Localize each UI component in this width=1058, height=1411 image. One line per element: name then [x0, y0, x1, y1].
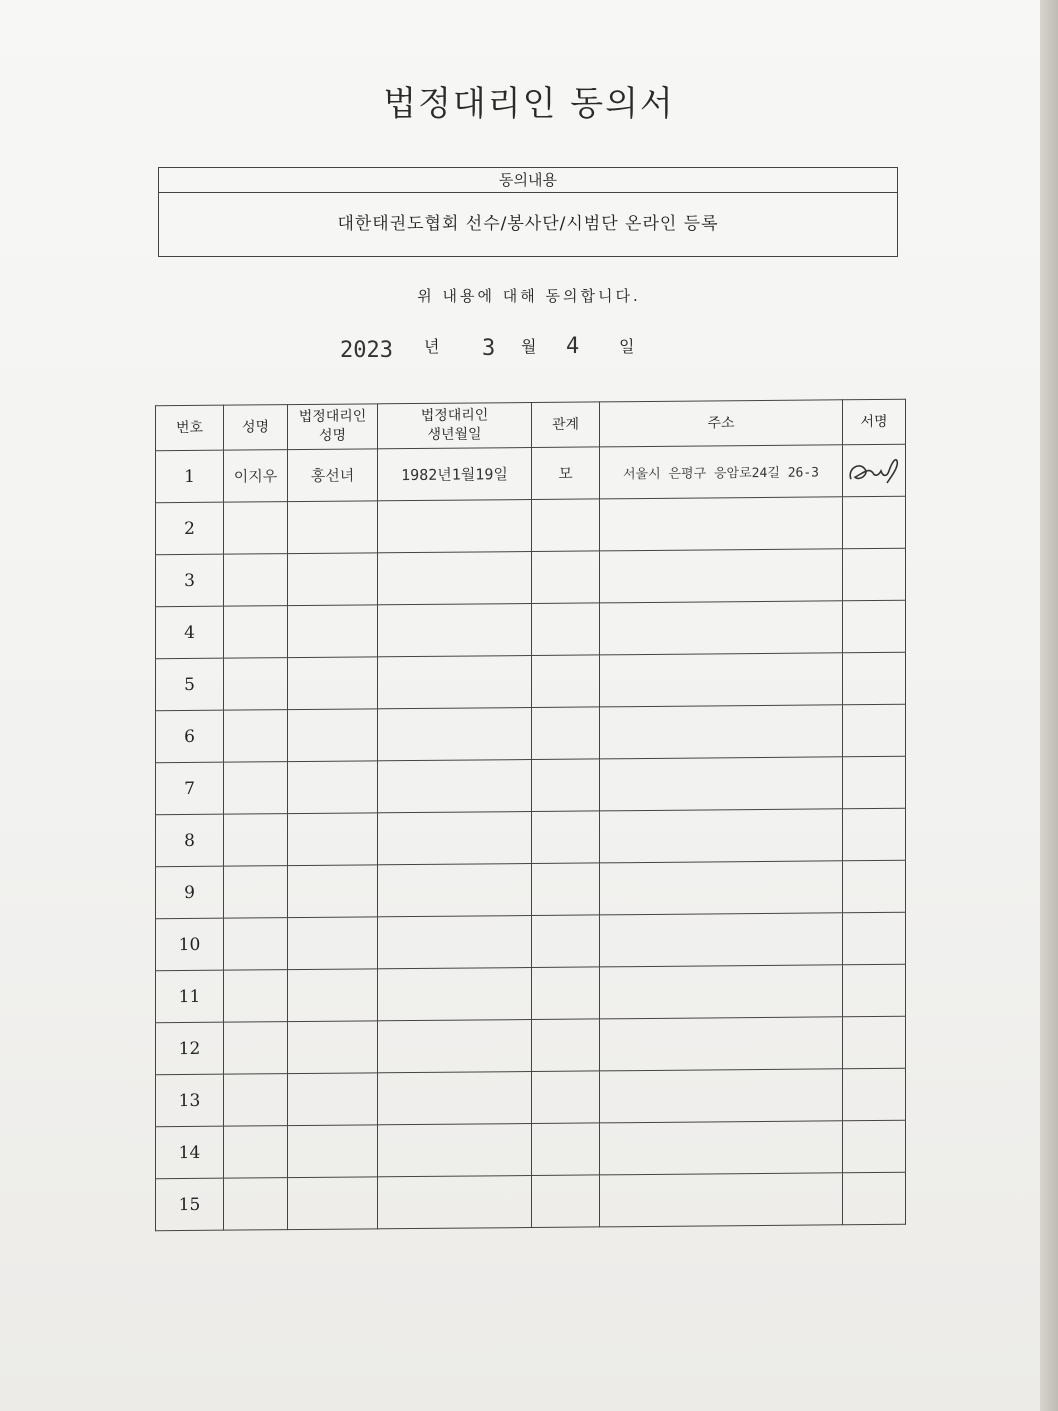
- row-address: [600, 1121, 843, 1175]
- row-relation: [532, 863, 600, 916]
- row-guardian-birth: 1982년1월19일: [378, 447, 532, 500]
- row-no: 8: [156, 814, 224, 867]
- row-guardian-name: [288, 1125, 378, 1178]
- row-name: [224, 1178, 288, 1231]
- row-no: 15: [156, 1178, 224, 1231]
- row-relation: [532, 1019, 600, 1072]
- row-guardian-birth: [378, 863, 532, 916]
- row-relation: [532, 655, 600, 708]
- consent-header: 동의내용: [159, 168, 897, 193]
- date-year-unit: 년: [424, 337, 440, 356]
- row-signature: [843, 1068, 906, 1121]
- row-name: [224, 502, 288, 555]
- row-guardian-birth: [378, 759, 532, 812]
- row-relation: [532, 707, 600, 760]
- row-no: 9: [156, 866, 224, 919]
- date-day: 4: [566, 334, 580, 359]
- row-no: 4: [156, 606, 224, 659]
- row-signature: [843, 808, 906, 861]
- date-year: 2023: [340, 338, 393, 363]
- row-name: [224, 1126, 288, 1179]
- document-title: 법정대리인 동의서: [383, 84, 675, 124]
- header-signature: 서명: [843, 399, 906, 445]
- row-guardian-birth: [378, 967, 532, 1020]
- row-relation: [532, 1123, 600, 1176]
- row-address: [600, 705, 843, 759]
- row-no: 6: [156, 710, 224, 763]
- row-address: [600, 1017, 843, 1071]
- table-header-row: [156, 399, 906, 451]
- row-signature: [843, 444, 906, 497]
- row-no: 10: [156, 918, 224, 971]
- header-guardian-name-line1: 법정대리인: [298, 408, 367, 426]
- row-no: 5: [156, 658, 224, 711]
- row-name: [224, 866, 288, 919]
- row-no: 12: [156, 1022, 224, 1075]
- row-relation: [532, 1175, 600, 1228]
- row-name: [224, 606, 288, 659]
- consent-box: [158, 167, 898, 257]
- row-signature: [843, 1016, 906, 1069]
- row-guardian-name: [288, 813, 378, 866]
- row-no: 1: [156, 450, 224, 503]
- row-guardian-name: [288, 865, 378, 918]
- row-name: [224, 918, 288, 971]
- table-row: [156, 1016, 906, 1075]
- header-guardian-birth-line2: 생년월일: [427, 426, 482, 443]
- row-name: [224, 814, 288, 867]
- row-address: [600, 497, 843, 551]
- row-name: [224, 970, 288, 1023]
- table-row: [156, 652, 906, 711]
- row-no: 13: [156, 1074, 224, 1127]
- row-address: [600, 861, 843, 915]
- header-guardian-name: [288, 404, 378, 450]
- row-relation: [532, 759, 600, 812]
- row-relation: [532, 811, 600, 864]
- row-relation: [532, 1071, 600, 1124]
- table-row: [156, 444, 906, 503]
- header-address: 주소: [600, 400, 843, 447]
- row-address: [600, 809, 843, 863]
- row-relation: 모: [532, 447, 600, 500]
- row-guardian-birth: [378, 1071, 532, 1124]
- table-row: [156, 912, 906, 971]
- row-address: [600, 1173, 843, 1227]
- row-address: 서울시 은평구 응암로24길 26-3: [600, 445, 843, 499]
- table-row: [156, 1068, 906, 1127]
- row-address: [600, 965, 843, 1019]
- date-month-unit: 월: [521, 337, 537, 356]
- row-guardian-birth: [378, 499, 532, 552]
- header-guardian-name-line2: 성명: [318, 427, 347, 444]
- table-row: [156, 964, 906, 1023]
- paper-edge: [1040, 0, 1058, 1411]
- table-row: [156, 600, 906, 659]
- row-relation: [532, 499, 600, 552]
- row-address: [600, 653, 843, 707]
- table-row: [156, 704, 906, 763]
- date-month: 3: [482, 336, 496, 361]
- header-no: 번호: [156, 405, 224, 451]
- row-signature: [843, 756, 906, 809]
- table-row: [156, 548, 906, 607]
- row-address: [600, 757, 843, 811]
- row-name: [224, 1074, 288, 1127]
- row-guardian-name: [288, 969, 378, 1022]
- row-guardian-name: 홍선녀: [288, 449, 378, 502]
- row-name: [224, 658, 288, 711]
- row-address: [600, 549, 843, 603]
- header-relation: 관계: [532, 402, 600, 448]
- row-signature: [843, 912, 906, 965]
- row-relation: [532, 967, 600, 1020]
- row-guardian-name: [288, 917, 378, 970]
- row-guardian-name: [288, 605, 378, 658]
- row-no: 2: [156, 502, 224, 555]
- row-guardian-name: [288, 709, 378, 762]
- header-guardian-birth-line1: 법정대리인: [420, 407, 489, 424]
- row-guardian-birth: [378, 915, 532, 968]
- row-guardian-name: [288, 501, 378, 554]
- row-guardian-birth: [378, 1019, 532, 1072]
- row-guardian-birth: [378, 811, 532, 864]
- handwritten-signature: [845, 450, 903, 491]
- table-row: [156, 496, 906, 555]
- row-guardian-name: [288, 761, 378, 814]
- consent-body: 대한태권도협회 선수/봉사단/시범단 온라인 등록: [337, 214, 719, 234]
- header-guardian-birth: [378, 402, 532, 448]
- row-guardian-name: [288, 657, 378, 710]
- table-row: [156, 756, 906, 815]
- row-no: 14: [156, 1126, 224, 1179]
- table-row: [156, 1120, 906, 1179]
- row-no: 3: [156, 554, 224, 607]
- row-name: [224, 554, 288, 607]
- row-guardian-name: [288, 1073, 378, 1126]
- date-day-unit: 일: [619, 337, 635, 356]
- row-guardian-birth: [378, 1123, 532, 1176]
- row-guardian-name: [288, 553, 378, 606]
- row-guardian-birth: [378, 655, 532, 708]
- row-guardian-name: [288, 1177, 378, 1230]
- row-guardian-birth: [378, 707, 532, 760]
- row-name: [224, 762, 288, 815]
- row-relation: [532, 603, 600, 656]
- row-guardian-birth: [378, 1175, 532, 1228]
- row-guardian-name: [288, 1021, 378, 1074]
- row-no: 7: [156, 762, 224, 815]
- row-relation: [532, 915, 600, 968]
- row-address: [600, 1069, 843, 1123]
- row-guardian-birth: [378, 603, 532, 656]
- row-address: [600, 913, 843, 967]
- row-name: 이지우: [224, 450, 288, 503]
- row-address: [600, 601, 843, 655]
- row-signature: [843, 1172, 906, 1225]
- table-row: [156, 1172, 906, 1231]
- row-signature: [843, 1120, 906, 1173]
- row-signature: [843, 860, 906, 913]
- table-row: [156, 860, 906, 919]
- agreement-statement: 위 내용에 대해 동의합니다.: [417, 287, 641, 305]
- table-row: [156, 808, 906, 867]
- row-signature: [843, 548, 906, 601]
- row-name: [224, 1022, 288, 1075]
- guardian-table: [155, 399, 906, 1232]
- row-signature: [843, 496, 906, 549]
- header-name: 성명: [224, 405, 288, 451]
- row-no: 11: [156, 970, 224, 1023]
- row-signature: [843, 964, 906, 1017]
- row-relation: [532, 551, 600, 604]
- row-guardian-birth: [378, 551, 532, 604]
- row-name: [224, 710, 288, 763]
- row-signature: [843, 704, 906, 757]
- row-signature: [843, 652, 906, 705]
- row-signature: [843, 600, 906, 653]
